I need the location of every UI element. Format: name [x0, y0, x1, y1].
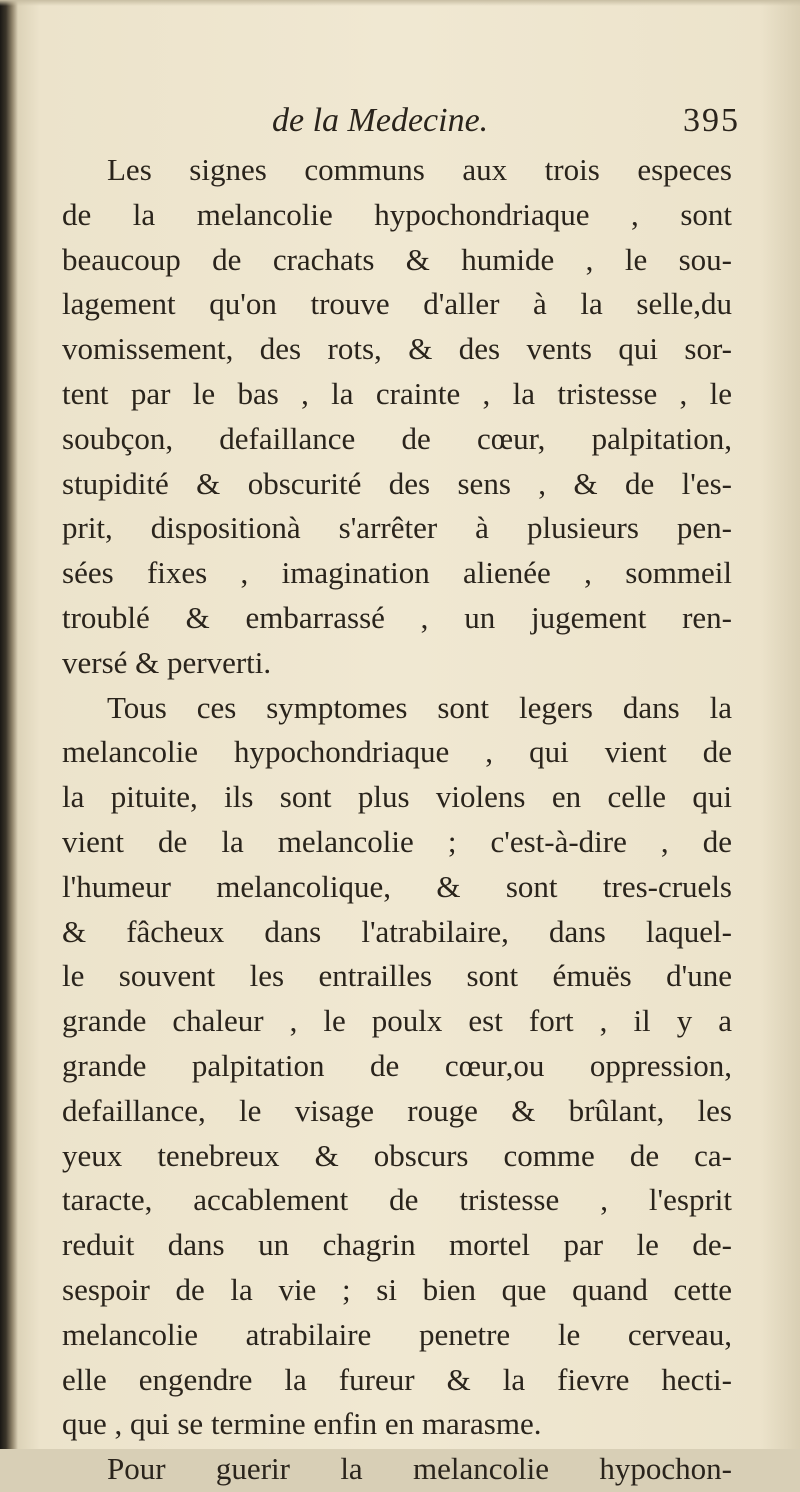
text-line: versé & perverti. [62, 644, 272, 680]
text-line: soubçon, defaillance de cœur, palpitation, [62, 420, 732, 456]
text-line: grande palpitation de cœur,ou oppression, [62, 1047, 732, 1083]
text-line: melancolie atrabilaire penetre le cerveau, [62, 1316, 732, 1352]
text-line: vomissement, des rots, & des vents qui sor- [62, 331, 732, 367]
text-line: stupidité & obscurité des sens , & de l'es- [62, 465, 732, 501]
text-line: prit, dispositionà s'arrêter à plusieurs pen- [62, 510, 732, 546]
text-line: vient de la melancolie ; c'est-à-dire , de [62, 823, 732, 859]
text-line: sées fixes , imagination alienée , sommeil [62, 555, 732, 591]
text-line: reduit dans un chagrin mortel par le de- [62, 1227, 732, 1263]
text-line: melancolie hypochondriaque , qui vient de [62, 734, 732, 770]
page-edge-shadow [0, 0, 800, 6]
text-line: tent par le bas , la crainte , la tristesse , le [62, 375, 732, 411]
page-number: 395 [683, 102, 740, 139]
text-line: yeux tenebreux & obscurs comme de ca- [62, 1137, 732, 1173]
text-line: taracte, accablement de tristesse , l'esprit [62, 1182, 732, 1218]
text-line: Pour guerir la melancolie hypochon- [107, 1451, 732, 1487]
text-line: lagement qu'on trouve d'aller à la selle,du [62, 286, 732, 322]
text-line: & fâcheux dans l'atrabilaire, dans laquel- [62, 913, 732, 949]
text-line: elle engendre la fureur & la fievre hecti- [62, 1361, 732, 1397]
text-line: le souvent les entrailles sont émuës d'une [62, 958, 732, 994]
text-line: sespoir de la vie ; si bien que quand cette [62, 1271, 732, 1307]
binding-gutter [0, 0, 18, 1449]
text-line: la pituite, ils sont plus violens en celle qui [62, 779, 732, 815]
text-line: Les signes communs aux trois especes [107, 152, 732, 187]
text-line: que , qui se termine enfin en marasme. [62, 1406, 542, 1442]
text-line: beaucoup de crachats & humide , le sou- [62, 241, 732, 277]
running-title: de la Medecine. [272, 102, 489, 139]
text-line: troublé & embarrassé , un jugement ren- [62, 599, 732, 635]
text-line: de la melancolie hypochondriaque , sont [62, 196, 732, 232]
text-line: defaillance, le visage rouge & brûlant, les [62, 1092, 732, 1128]
body-text [62, 148, 732, 1492]
text-line: l'humeur melancolique, & sont tres-cruels [62, 868, 732, 904]
running-head [60, 96, 740, 146]
text-line: grande chaleur , le poulx est fort , il y a [62, 1003, 732, 1039]
text-line: Tous ces symptomes sont legers dans la [107, 689, 732, 725]
